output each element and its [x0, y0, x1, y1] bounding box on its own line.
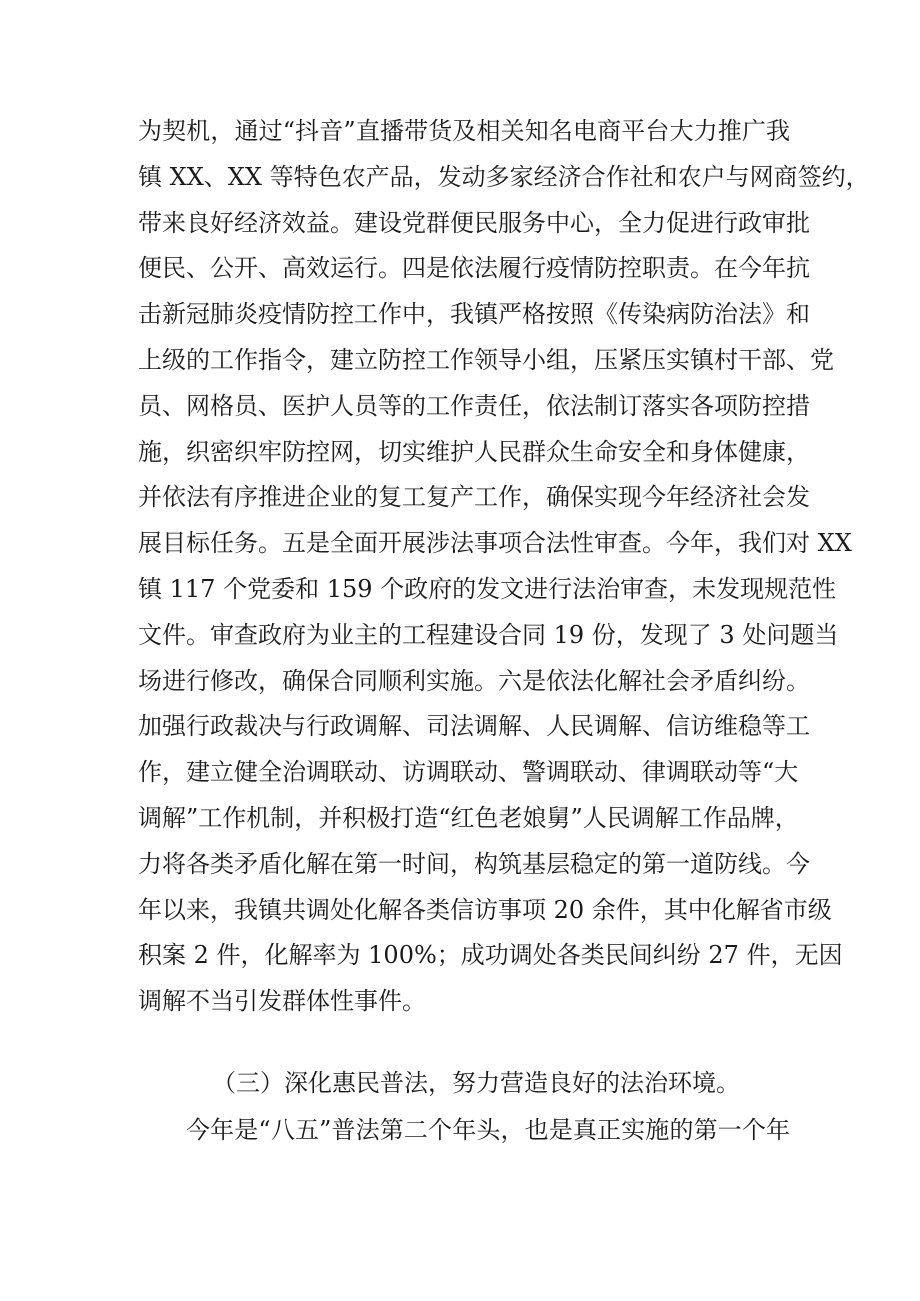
paragraph-line: 加强行政裁决与行政调解、司法调解、人民调解、信访维稳等工: [138, 712, 810, 741]
paragraph-line: 镇 XX、XX 等特色农产品，发动多家经济合作社和农户与网商签约，: [138, 162, 870, 191]
paragraph-line: 年以来，我镇共调处化解各类信访事项 20 余件，其中化解省市级: [138, 895, 832, 924]
paragraph-line: 文件。审查政府为业主的工程建设合同 19 份，发现了 3 处问题当: [138, 620, 839, 649]
body-paragraph: [138, 109, 870, 1025]
paragraph-line: 调解”工作机制，并积极打造“红色老娘舅”人民调解工作品牌，: [138, 803, 799, 832]
paragraph-line: 为契机，通过“抖音”直播带货及相关知名电商平台大力推广我: [138, 117, 790, 145]
paragraph-line: 积案 2 件，化解率为 100%；成功调处各类民间纠纷 27 件，无因: [138, 941, 843, 970]
paragraph-line: 击新冠肺炎疫情防控工作中，我镇严格按照《传染病防治法》和: [138, 300, 810, 329]
paragraph-line: 场进行修改，确保合同顺利实施。六是依法化解社会矛盾纠纷。: [138, 666, 810, 695]
paragraph-line: 展目标任务。五是全面开展涉法事项合法性审查。今年，我们对 XX: [138, 529, 852, 558]
paragraph-line: 带来良好经济效益。建设党群便民服务中心，全力促进行政审批: [138, 208, 810, 237]
paragraph-line: 调解不当引发群体性事件。: [138, 987, 426, 1016]
section-heading: （三）深化惠民普法，努力营造良好的法治环境。: [212, 1069, 740, 1097]
paragraph-line: 今年是“八五”普法第二个年头，也是真正实施的第一个年: [186, 1116, 790, 1144]
paragraph-line: 上级的工作指令，建立防控工作领导小组，压紧压实镇村干部、党: [138, 345, 834, 374]
paragraph-line: 作，建立健全治调联动、访调联动、警调联动、律调联动等“大: [138, 758, 799, 787]
paragraph-line: 力将各类矛盾化解在第一时间，构筑基层稳定的第一道防线。今: [138, 849, 810, 878]
paragraph-line: 施，织密织牢防控网，切实维护人民群众生命安全和身体健康，: [138, 437, 810, 466]
paragraph-line: 员、网格员、医护人员等的工作责任，依法制订落实各项防控措: [138, 391, 810, 420]
paragraph-line: 并依法有序推进企业的复工复产工作，确保实现今年经济社会发: [138, 483, 810, 512]
paragraph-line: 便民、公开、高效运行。四是依法履行疫情防控职责。在今年抗: [138, 254, 810, 283]
paragraph-line: 镇 117 个党委和 159 个政府的发文进行法治审查，未发现规范性: [138, 574, 837, 603]
